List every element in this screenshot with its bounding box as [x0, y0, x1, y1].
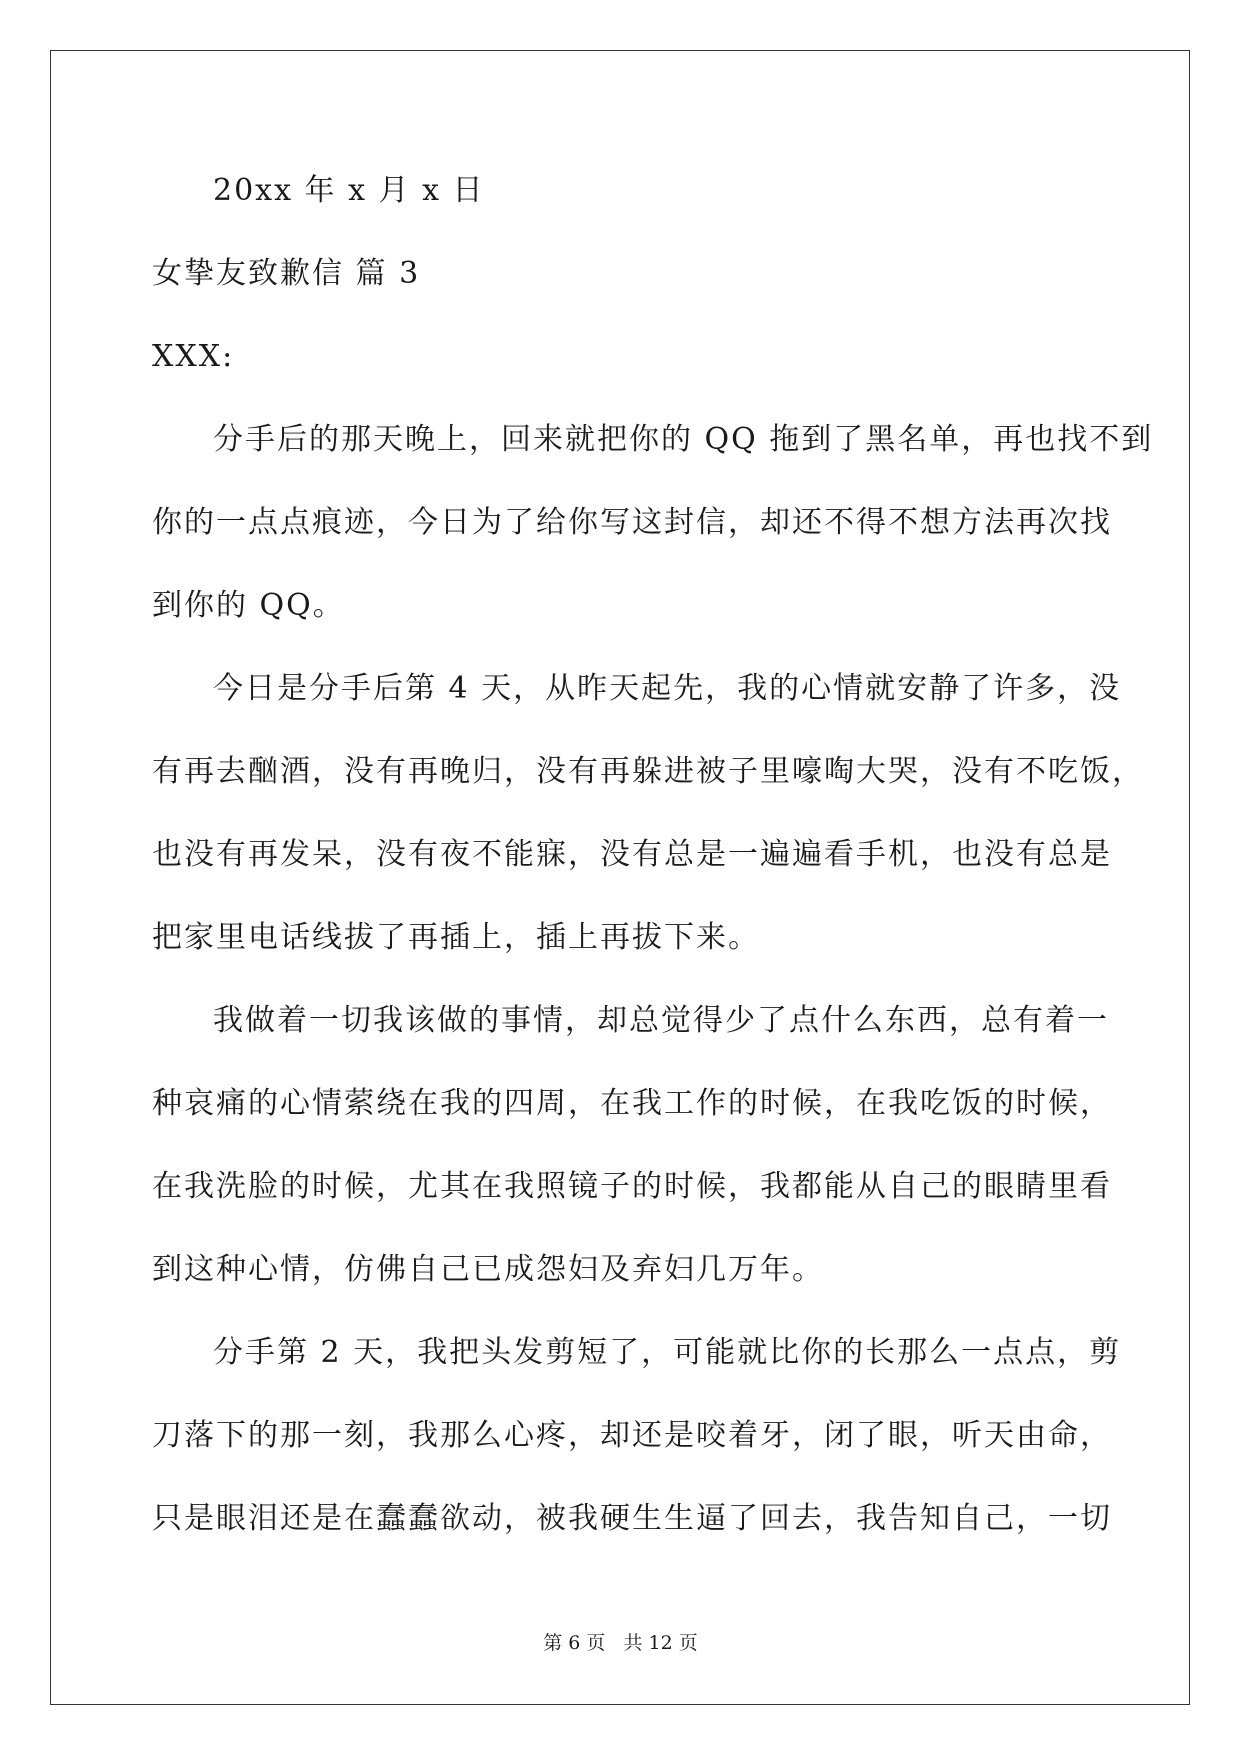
- paragraph-line: 种哀痛的心情萦绕在我的四周，在我工作的时候，在我吃饭的时候，: [152, 1086, 1112, 1121]
- salutation: XXX:: [152, 339, 235, 374]
- date-line: 20xx 年 x 月 x 日: [213, 173, 485, 208]
- page-footer: [0, 1628, 1241, 1655]
- paragraph-line: 分手后的那天晚上，回来就把你的 QQ 拖到了黑名单，再也找不到: [213, 422, 1154, 457]
- letter-title: 女挚友致歉信 篇 3: [152, 256, 421, 291]
- paragraph-line: 把家里电话线拔了再插上，插上再拔下来。: [152, 920, 760, 955]
- total-pages: 共 12 页: [623, 1632, 698, 1654]
- paragraph-line: 也没有再发呆，没有夜不能寐，没有总是一遍遍看手机，也没有总是: [152, 837, 1112, 872]
- paragraph-line: 分手第 2 天，我把头发剪短了，可能就比你的长那么一点点，剪: [213, 1335, 1122, 1370]
- document-body: [152, 165, 1154, 1576]
- paragraph-line: 有再去酗酒，没有再晚归，没有再躲进被子里嚎啕大哭，没有不吃饭，: [152, 754, 1144, 789]
- page-number: 第 6 页: [543, 1632, 606, 1654]
- paragraph-line: 今日是分手后第 4 天，从昨天起先，我的心情就安静了许多，没: [213, 671, 1122, 706]
- paragraph-line: 只是眼泪还是在蠢蠢欲动，被我硬生生逼了回去，我告知自己，一切: [152, 1501, 1112, 1536]
- paragraph-line: 在我洗脸的时候，尤其在我照镜子的时候，我都能从自己的眼睛里看: [152, 1169, 1112, 1204]
- paragraph-line: 我做着一切我该做的事情，却总觉得少了点什么东西，总有着一: [213, 1003, 1109, 1038]
- paragraph-line: 刀落下的那一刻，我那么心疼，却还是咬着牙，闭了眼，听天由命，: [152, 1418, 1112, 1453]
- paragraph-line: 到这种心情，仿佛自己已成怨妇及弃妇几万年。: [152, 1252, 824, 1287]
- paragraph-line: 你的一点点痕迹，今日为了给你写这封信，却还不得不想方法再次找: [152, 505, 1112, 540]
- paragraph-line: 到你的 QQ。: [152, 588, 345, 623]
